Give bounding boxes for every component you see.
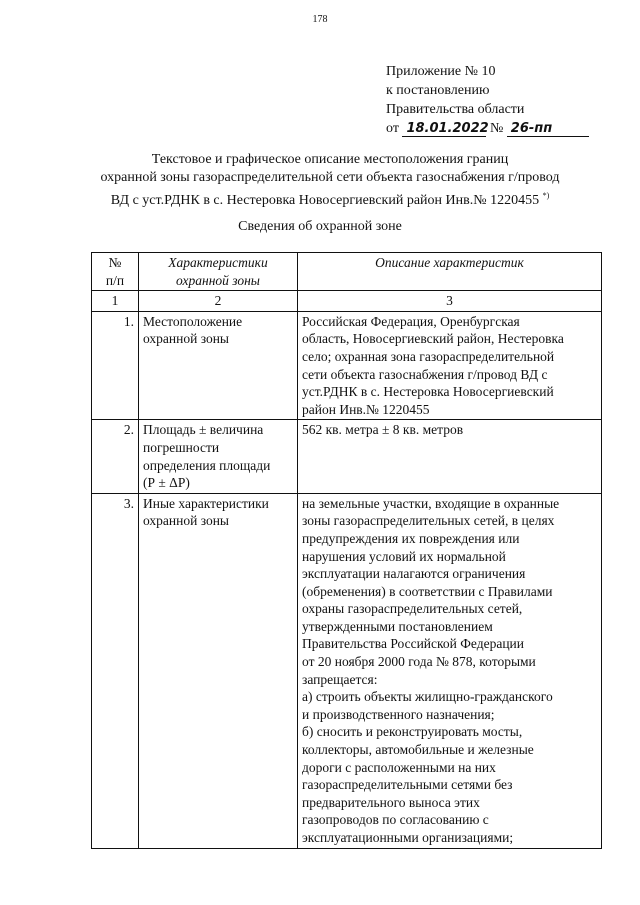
- column-number-1: 1: [92, 291, 139, 312]
- description-line: и производственного назначения;: [302, 706, 495, 722]
- row-characteristic: [139, 493, 298, 848]
- table-row: [92, 311, 602, 420]
- header-characteristics-line-2: охранной зоны: [176, 272, 260, 288]
- description-line: утвержденными постановлением: [302, 618, 493, 634]
- title-line-3: [60, 187, 600, 210]
- table-row: [92, 493, 602, 848]
- date-prefix: от: [386, 121, 399, 136]
- description-line: Российская Федерация, Оренбургская: [302, 313, 520, 329]
- title-line-1: Текстовое и графическое описание местоположения границ: [151, 152, 509, 167]
- description-line: предварительного выноса этих: [302, 794, 480, 810]
- description-line: эксплуатационными организациями;: [302, 830, 514, 845]
- header-number-line-1: №: [108, 255, 122, 270]
- characteristic-line: Иные характеристики: [143, 495, 269, 511]
- title-line-2: охранной зоны газораспределительной сети объекта газоснабжения г/провод: [100, 170, 560, 185]
- table-row: [92, 420, 602, 493]
- description-line: село; охранная зона газораспределительной: [302, 348, 555, 364]
- description-line: нарушения условий их нормальной: [302, 548, 506, 564]
- description-line: запрещается:: [302, 671, 378, 687]
- description-line: 562 кв. метра ± 8 кв. метров: [302, 422, 464, 438]
- header-characteristics-line-1: Характеристики: [168, 255, 268, 270]
- row-characteristic: [139, 311, 298, 420]
- number-prefix: №: [489, 121, 504, 136]
- description-line: от 20 ноября 2000 года № 878, которыми: [302, 654, 536, 670]
- description-line: зоны газораспределительных сетей, в целях: [302, 513, 555, 529]
- description-line: эксплуатации налагаются ограничения: [302, 566, 526, 582]
- appendix-block: [386, 62, 589, 138]
- column-numbers-row: [92, 291, 602, 312]
- row-description: [298, 493, 602, 848]
- header-number: [92, 253, 139, 291]
- header-number-line-2: п/п: [105, 272, 125, 288]
- column-number-2: 2: [139, 291, 298, 312]
- row-number: 3.: [92, 493, 139, 848]
- description-line: а) строить объекты жилищно-гражданского: [302, 689, 553, 705]
- zone-info-table: [91, 252, 602, 849]
- row-characteristic: [139, 420, 298, 493]
- description-line: сети объекта газоснабжения г/провод ВД с: [302, 366, 548, 382]
- characteristic-line: охранной зоны: [143, 331, 230, 347]
- characteristic-line: определения площади: [143, 457, 271, 473]
- row-number: 1.: [92, 311, 139, 420]
- column-number-3: 3: [298, 291, 602, 312]
- row-description: [298, 311, 602, 420]
- table-header-row: [92, 253, 602, 291]
- header-description: Описание характеристик: [298, 253, 602, 291]
- appendix-line-3: Правительства области: [386, 102, 525, 117]
- description-line: на земельные участки, входящие в охранные: [302, 495, 560, 511]
- appendix-date-line: [386, 119, 589, 138]
- characteristic-line: (Р ± ΔР): [143, 475, 190, 491]
- description-line: область, Новосергиевский район, Нестеровка: [302, 331, 564, 347]
- description-line: охраны газораспределительных сетей,: [302, 601, 523, 617]
- header-characteristics: [139, 253, 298, 291]
- description-line: предупреждения их повреждения или: [302, 530, 520, 546]
- row-description: [298, 420, 602, 493]
- description-line: (обременения) в соответствии с Правилами: [302, 583, 553, 599]
- handwritten-number: 26-пп: [507, 121, 589, 137]
- description-line: район Инв.№ 1220455: [302, 401, 430, 417]
- characteristic-line: Площадь ± величина: [143, 422, 264, 438]
- appendix-line-2: к постановлению: [386, 83, 490, 98]
- description-line: Правительства Российской Федерации: [302, 636, 524, 652]
- handwritten-date: 18.01.2022: [402, 121, 486, 137]
- row-number: 2.: [92, 420, 139, 493]
- description-line: газораспределительными сетями без: [302, 777, 513, 793]
- description-line: дороги с расположенными на них: [302, 759, 496, 775]
- title-line-3-text: ВД с уст.РДНК в с. Нестеровка Новосергиевский район Инв.№ 1220455: [110, 193, 540, 208]
- page-number: 178: [312, 14, 328, 25]
- characteristic-line: погрешности: [143, 439, 220, 455]
- description-line: б) сносить и реконструировать мосты,: [302, 724, 523, 740]
- characteristic-line: Местоположение: [143, 313, 243, 329]
- section-subtitle: Сведения об охранной зоне: [238, 219, 402, 234]
- footnote-mark: *): [542, 191, 550, 200]
- description-line: уст.РДНК в с. Нестеровка Новосергиевский: [302, 384, 554, 400]
- appendix-line-1: Приложение № 10: [386, 64, 496, 79]
- description-line: газопроводов по согласованию с: [302, 812, 489, 828]
- characteristic-line: охранной зоны: [143, 513, 230, 529]
- description-line: коллекторы, автомобильные и железные: [302, 742, 534, 758]
- document-title: [60, 151, 600, 210]
